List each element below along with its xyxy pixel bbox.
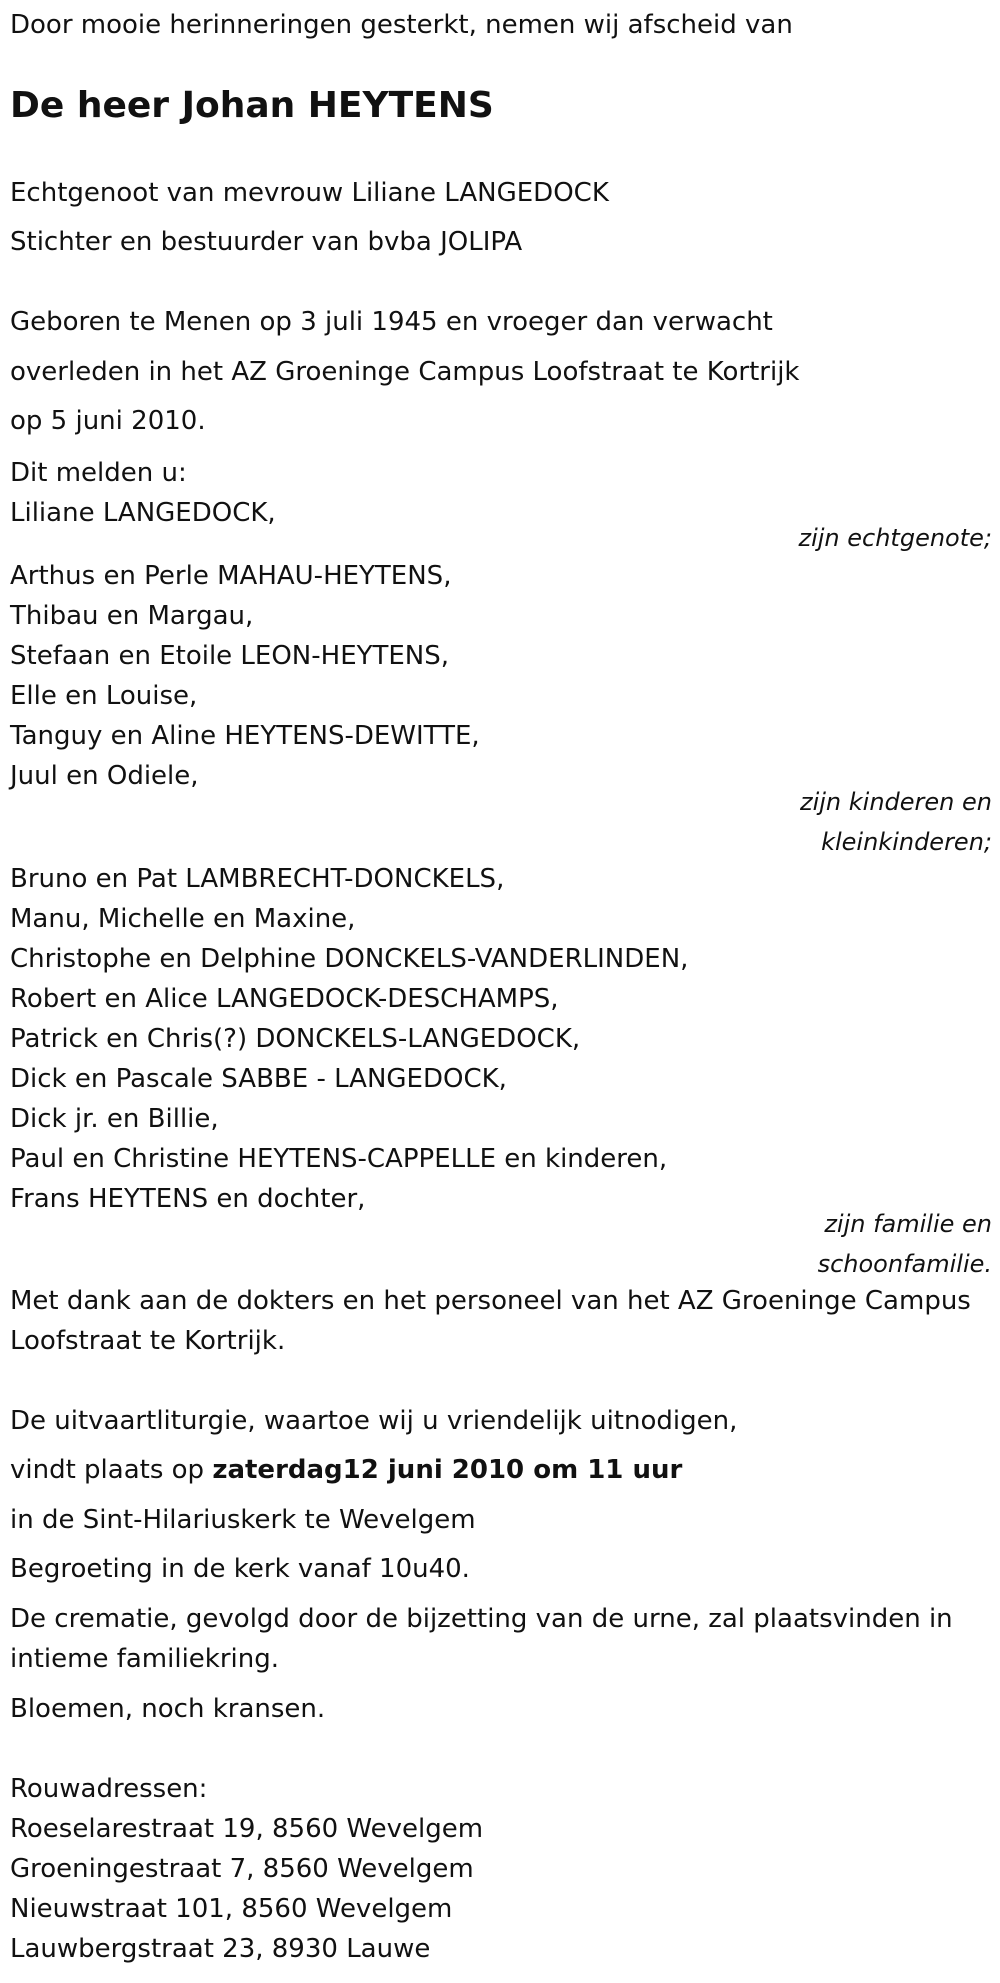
funeral-date-line	[10, 1453, 682, 1487]
relation-label: zijn familie en	[824, 1210, 992, 1238]
address-line: Roeselarestraat 19, 8560 Wevelgem	[10, 1814, 484, 1844]
relation-label: kleinkinderen;	[821, 828, 992, 856]
birth-line: Geboren te Menen op 3 juli 1945 en vroeger dan verwacht	[10, 307, 773, 337]
deceased-name: De heer Johan HEYTENS	[10, 85, 494, 126]
mourner-name: Dick jr. en Billie,	[10, 1104, 219, 1134]
address-line: Nieuwstraat 101, 8560 Wevelgem	[10, 1894, 453, 1924]
mourner-name: Thibau en Margau,	[10, 601, 254, 631]
mourner-name: Liliane LANGEDOCK,	[10, 498, 276, 528]
mourner-name: Christophe en Delphine DONCKELS-VANDERLINDEN,	[10, 944, 689, 974]
relation-label: zijn echtgenote;	[798, 524, 992, 552]
mourner-name: Stefaan en Etoile LEON-HEYTENS,	[10, 641, 450, 671]
relation-label: zijn kinderen en	[800, 788, 992, 816]
addresses-label: Rouwadressen:	[10, 1774, 208, 1804]
mourner-name: Elle en Louise,	[10, 681, 198, 711]
mourner-name: Patrick en Chris(?) DONCKELS-LANGEDOCK,	[10, 1024, 581, 1054]
mourner-name: Arthus en Perle MAHAU-HEYTENS,	[10, 561, 452, 591]
mourner-name: Bruno en Pat LAMBRECHT-DONCKELS,	[10, 864, 505, 894]
spouse-line: Echtgenoot van mevrouw Liliane LANGEDOCK	[10, 178, 609, 208]
announce-label: Dit melden u:	[10, 458, 187, 488]
mourner-name: Dick en Pascale SABBE - LANGEDOCK,	[10, 1064, 507, 1094]
address-line: Lauwbergstraat 23, 8930 Lauwe	[10, 1934, 431, 1964]
intro-text: Door mooie herinneringen gesterkt, nemen wij afscheid van	[10, 10, 793, 40]
funeral-date: zaterdag12 juni 2010 om 11 uur	[212, 1455, 683, 1485]
funeral-date-prefix: vindt plaats op	[10, 1455, 213, 1485]
mourner-name: Paul en Christine HEYTENS-CAPPELLE en kinderen,	[10, 1144, 668, 1174]
flowers-note: Bloemen, noch kransen.	[10, 1694, 326, 1724]
founder-line: Stichter en bestuurder van bvba JOLIPA	[10, 227, 523, 257]
mourner-name: Tanguy en Aline HEYTENS-DEWITTE,	[10, 721, 480, 751]
funeral-location: in de Sint-Hilariuskerk te Wevelgem	[10, 1505, 476, 1535]
mourner-name: Manu, Michelle en Maxine,	[10, 904, 356, 934]
mourner-name: Juul en Odiele,	[10, 761, 199, 791]
address-line: Groeningestraat 7, 8560 Wevelgem	[10, 1854, 474, 1884]
birth-line: op 5 juni 2010.	[10, 406, 206, 436]
relation-label: schoonfamilie.	[817, 1250, 992, 1278]
birth-line: overleden in het AZ Groeninge Campus Loofstraat te Kortrijk	[10, 357, 800, 387]
thanks-text: Loofstraat te Kortrijk.	[10, 1326, 286, 1356]
cremation-text: intieme familiekring.	[10, 1644, 280, 1674]
funeral-invitation: De uitvaartliturgie, waartoe wij u vriendelijk uitnodigen,	[10, 1406, 738, 1436]
cremation-text: De crematie, gevolgd door de bijzetting van de urne, zal plaatsvinden in	[10, 1604, 953, 1634]
greeting-time: Begroeting in de kerk vanaf 10u40.	[10, 1554, 470, 1584]
thanks-text: Met dank aan de dokters en het personeel van het AZ Groeninge Campus	[10, 1286, 971, 1316]
mourner-name: Frans HEYTENS en dochter,	[10, 1184, 366, 1214]
mourner-name: Robert en Alice LANGEDOCK-DESCHAMPS,	[10, 984, 559, 1014]
